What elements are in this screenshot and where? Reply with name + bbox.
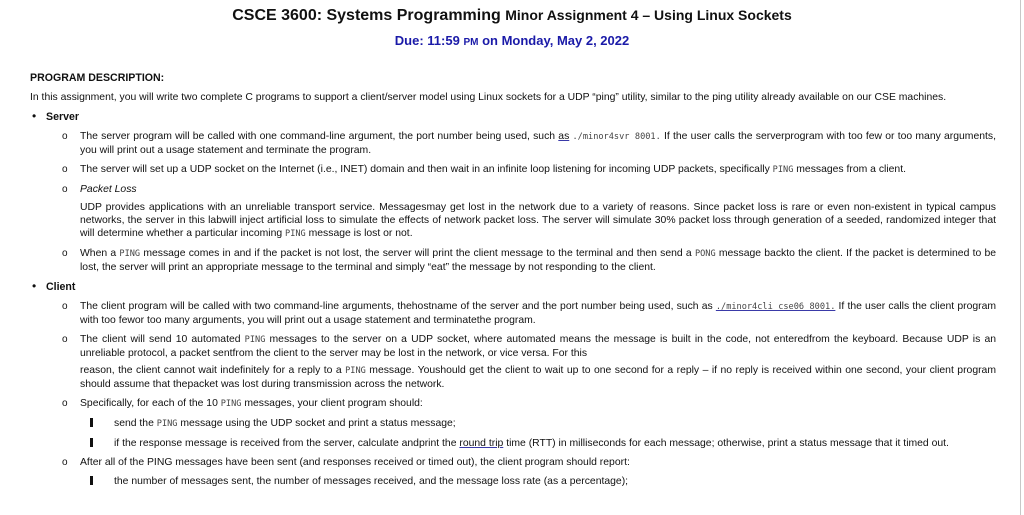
item-text: if the response message is received from the server, calculate andprint the [114, 438, 457, 449]
subsection-title: Packet Loss [80, 184, 137, 195]
item-text: send the [114, 418, 154, 429]
circle-bullet-icon: o [62, 398, 68, 409]
circle-bullet-icon: o [62, 248, 68, 259]
server-section [30, 111, 996, 274]
round-trip-link[interactable]: round trip [459, 438, 504, 449]
assignment-title: Minor Assignment 4 – Using Linux Sockets [505, 7, 792, 23]
item-text: message using the UDP socket and print a status message; [180, 418, 456, 429]
document-header [0, 5, 1024, 51]
sub-list-item [30, 437, 996, 450]
item-text: reason, the client cannot wait indefinitely for a reply to a [80, 365, 342, 376]
section-heading: PROGRAM DESCRIPTION: [30, 72, 165, 84]
item-text: message backto the client. If the packet is determined to be lost, the server will print an appropriate message to the terminal and simply “eat” the message by not responding to the client. [80, 248, 997, 273]
due-label: Due: 11:59 [394, 33, 460, 48]
command-text: PING [345, 366, 366, 376]
item-text: UDP provides applications with an unreliable transport service. Messagesmay get lost in the network due to a variety of reasons. Since packet loss is rare or even non-existent in typical campus networks, the server in this labwill inject artificial loss to simulate the effects of network packet loss. The server will simulate 30% packet loss through generation of a seeded, randomized integer that will determine whether a particular incoming [80, 202, 996, 239]
sub-list-item [30, 417, 996, 431]
item-text: The client will send 10 automated [80, 334, 241, 345]
command-text: PING [285, 229, 306, 239]
item-text-link: as [558, 131, 570, 142]
packet-loss-paragraph [80, 201, 996, 241]
square-bullet-icon [90, 476, 93, 485]
bullet-icon: • [32, 279, 37, 293]
course-title: CSCE 3600: Systems Programming [232, 7, 501, 24]
bullet-icon: • [32, 109, 37, 123]
command-text: PING [220, 399, 242, 409]
list-item [30, 247, 996, 274]
list-item [30, 163, 996, 177]
sub-list-item [30, 475, 996, 488]
item-text: If the user calls the client program with too fewor too many arguments, you will print out a usage statement and terminatethe program. [80, 301, 997, 326]
circle-bullet-icon: o [62, 131, 68, 142]
list-item [30, 183, 996, 241]
circle-bullet-icon: o [62, 164, 68, 175]
page-title [0, 5, 1024, 26]
circle-bullet-icon: o [62, 334, 68, 345]
server-label: Server [46, 111, 79, 123]
square-bullet-icon [90, 418, 93, 427]
item-text: If the user calls the serverprogram with too few or too many arguments, you will print out a usage statement and terminate the program. [80, 131, 996, 156]
client-label: Client [46, 281, 76, 293]
command-text: ./minor4svr 8001. [572, 132, 661, 142]
command-text: PONG [694, 249, 716, 259]
document-body [30, 72, 996, 488]
item-text: message is lost or not. [308, 228, 413, 239]
command-text: PING [244, 335, 266, 345]
circle-bullet-icon: o [62, 184, 68, 195]
list-item [30, 130, 996, 157]
list-item [30, 397, 996, 411]
item-text: The client program will be called with two command-line arguments, thehostname of the server and the port number being used, such as [80, 301, 713, 312]
item-text: time (RTT) in milliseconds for each message; otherwise, print a status message that it timed out. [506, 438, 949, 449]
due-pm: PM [463, 37, 479, 48]
list-item [30, 300, 996, 327]
page-edge [1020, 0, 1021, 515]
item-text: the number of messages sent, the number of messages received, and the message loss rate (as a percentage); [114, 476, 629, 487]
item-text: After all of the PING messages have been sent (and responses received or timed out), the client program should report: [80, 457, 630, 468]
square-bullet-icon [90, 438, 93, 447]
command-text: PING [119, 249, 141, 259]
due-date [0, 33, 1024, 51]
circle-bullet-icon: o [62, 457, 68, 468]
circle-bullet-icon: o [62, 301, 68, 312]
list-item [30, 456, 996, 469]
due-date-text: on Monday, May 2, 2022 [482, 33, 630, 48]
command-text: PING [156, 419, 178, 429]
command-text: PING [772, 165, 794, 175]
item-text: message. Youshould get the client to wait up to one second for a reply – if no reply is received within one second, your client program should assume that thepacket was lost during transmission across the network. [80, 365, 996, 390]
item-text: The server will set up a UDP socket on the Internet (i.e., INET) domain and then wait in an infinite loop listening for incoming UDP packets, specifically [80, 164, 770, 175]
item-text: messages from a client. [796, 164, 906, 175]
item-text: Specifically, for each of the 10 [80, 398, 218, 409]
list-item [30, 333, 996, 391]
item-text: messages to the server on a UDP socket, where automated means the message is built in the code, not enteredfrom the keyboard. Because UDP is an unreliable protocol, a packet sentfrom the client to the server may be lost in the network, or vice versa. For this [80, 334, 997, 359]
intro-paragraph: In this assignment, you will write two complete C programs to support a client/server model using Linux sockets for a UDP “ping” utility, similar to the ping utility already available on our CSE machines. [30, 92, 947, 103]
client-section [30, 281, 996, 488]
item-text: message comes in and if the packet is not lost, the server will print the client message to the terminal and then send a [143, 248, 692, 259]
command-text: ./minor4cli cse06 8001. [715, 302, 836, 312]
item-text: messages, your client program should: [244, 398, 423, 409]
item-text: When a [80, 248, 117, 259]
continuation-paragraph [80, 364, 996, 391]
item-text: The server program will be called with one command-line argument, the port number being used, such [80, 131, 556, 142]
